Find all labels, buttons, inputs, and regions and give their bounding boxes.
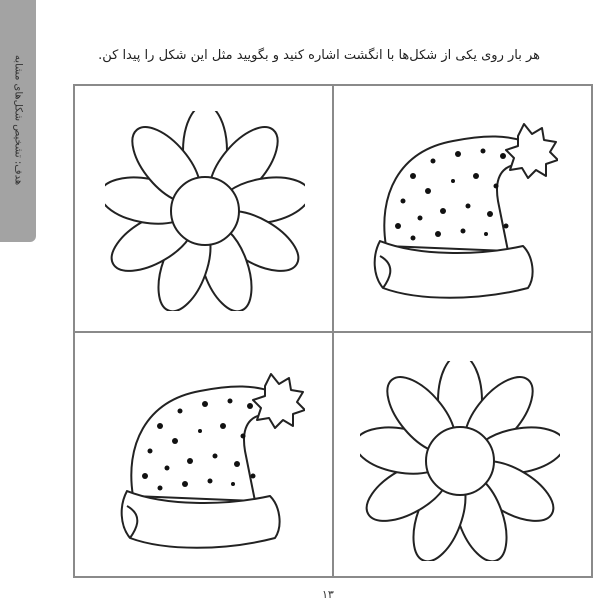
santa-hat-icon [105, 356, 305, 556]
grid-divider-horizontal [75, 331, 591, 333]
side-tab-label: هدف: تشخیص شکل‌های مشابه [12, 54, 24, 186]
flower-icon [360, 361, 560, 561]
cell-bottom-right[interactable] [360, 361, 560, 561]
cell-bottom-left[interactable] [105, 356, 305, 556]
santa-hat-icon [358, 106, 558, 306]
side-tab [0, 0, 36, 242]
page-number: ۱۳ [322, 588, 334, 601]
flower-icon [105, 111, 305, 311]
instruction-text: هر بار روی یکی از شکل‌ها با انگشت اشاره کنید و بگویید مثل این شکل را پیدا کن. [98, 48, 540, 63]
cell-top-right[interactable] [358, 106, 558, 306]
cell-top-left[interactable] [105, 111, 305, 311]
shape-grid [73, 84, 593, 578]
